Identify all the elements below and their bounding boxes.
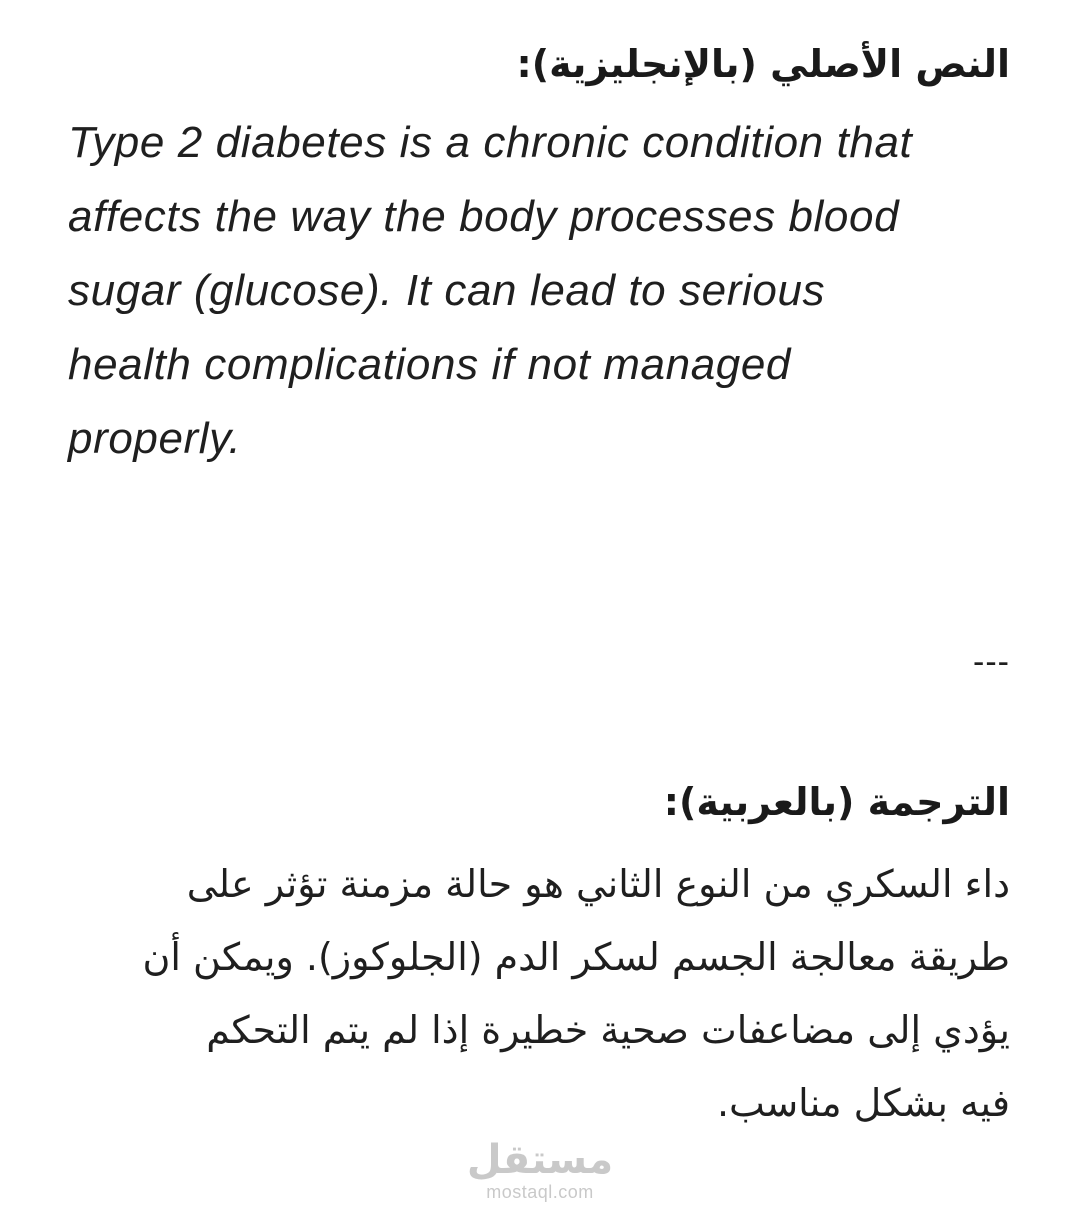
original-english-text [68,106,1028,476]
mostaql-watermark [430,1138,650,1202]
arabic-translation-text [50,848,1010,1140]
arabic-line: داء السكري من النوع الثاني هو حالة مزمنة تؤثر على [186,862,1010,906]
translation-heading: الترجمة (بالعربية): [663,780,1010,824]
english-line: affects the way the body processes blood [68,192,900,241]
watermark-logo: مستقل [466,1137,614,1183]
original-text-heading: النص الأصلي (بالإنجليزية): [516,42,1010,86]
arabic-line: طريقة معالجة الجسم لسكر الدم (الجلوكوز). ويمكن أن [142,935,1010,979]
english-line: health complications if not managed [68,340,791,389]
arabic-line: فيه بشكل مناسب. [716,1081,1010,1125]
section-separator: --- [973,643,1010,681]
english-line: sugar (glucose). It can lead to serious [68,266,826,315]
english-line: Type 2 diabetes is a chronic condition that [68,118,913,167]
english-line: properly. [68,414,242,463]
arabic-line: يؤدي إلى مضاعفات صحية خطيرة إذا لم يتم التحكم [206,1008,1010,1052]
watermark-url: mostaql.com [486,1182,594,1202]
